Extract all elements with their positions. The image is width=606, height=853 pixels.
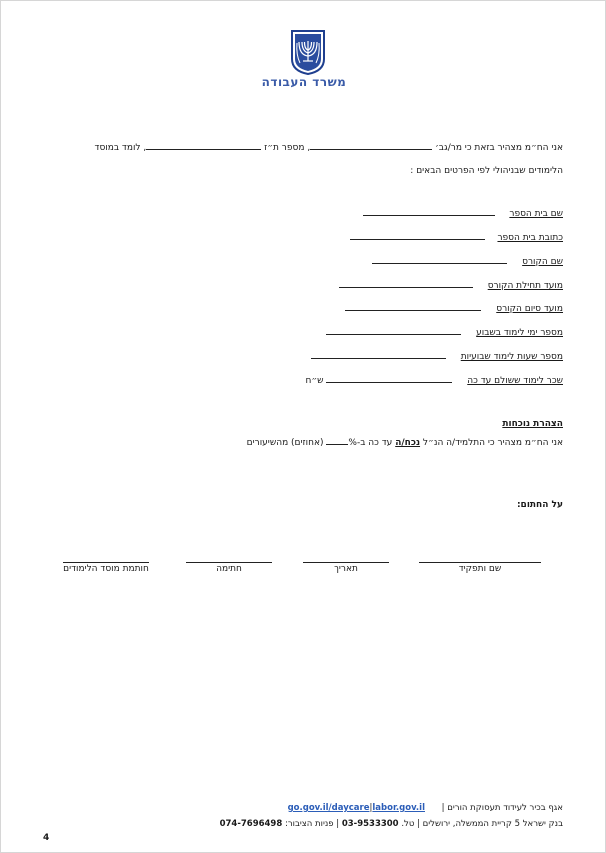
intro-text-1: אני הח״מ מצהיר בזאת כי מר/גב׳ (435, 143, 563, 153)
page-number: 4 (43, 833, 50, 843)
signature-line-signature[interactable] (186, 561, 272, 563)
signature-line-name[interactable] (419, 561, 541, 563)
footer-links: go.gov.il/daycare|labor.gov.il (287, 803, 425, 813)
label-institution-stamp: חותמת מוסד הלימודים (63, 564, 149, 574)
blank-days-per-week[interactable] (326, 326, 461, 335)
blank-percentage[interactable] (326, 436, 348, 445)
field-school-name: שם בית הספר (363, 207, 564, 219)
footer-address: בנק ישראל 5 קריית הממשלה, ירושלים | טל. 03-9533300 | פניות הציבור: 074-7696498 (219, 819, 563, 829)
public-phone-number: 074-7696498 (219, 819, 283, 829)
link-daycare[interactable]: go.gov.il/daycare (287, 803, 370, 813)
field-course-start: מועד תחילת הקורס (339, 279, 563, 291)
intro-line-1 (95, 141, 563, 153)
blank-school-name[interactable] (363, 207, 495, 216)
blank-course-start[interactable] (339, 279, 473, 288)
blank-school-address[interactable] (350, 231, 485, 240)
intro-text-2: , מספר ת״ז (264, 143, 311, 153)
attended-word: נכח/ה (395, 438, 421, 448)
signature-heading: על החתום: (516, 500, 563, 510)
link-labor[interactable]: labor.gov.il (372, 803, 425, 813)
currency-suffix: ש״ח (305, 376, 324, 386)
ministry-name: משרד העבודה (261, 75, 347, 89)
attendance-heading: הצהרת נוכחות (502, 419, 563, 429)
field-course-name: שם הקורס (372, 255, 563, 267)
blank-tuition-paid[interactable] (326, 374, 452, 383)
intro-text-3: , לומד במוסד (94, 143, 147, 153)
phone-number: 03-9533300 (341, 819, 399, 829)
attendance-statement: אני הח״מ מצהיר כי התלמיד/ה הנ״ל נכח/ה עד כה ב-% (אחוזים) מהשיעורים (246, 438, 563, 448)
blank-course-end[interactable] (345, 302, 481, 311)
blank-hours-per-week[interactable] (311, 350, 446, 359)
field-school-address: כתובת בית הספר (350, 231, 563, 243)
label-date: תאריך (334, 564, 358, 574)
blank-id[interactable] (146, 141, 261, 150)
signature-line-stamp[interactable] (63, 561, 149, 563)
intro-line-2: הלימודים שבניהולי לפי הפרטים הבאים : (410, 166, 563, 176)
blank-course-name[interactable] (372, 255, 507, 264)
footer-dept: אגף בכיר לעידוד תעסוקת הורים | (441, 803, 563, 813)
field-tuition-paid: שכר לימוד ששולם עד כה ש״ח (305, 376, 563, 386)
label-name-role: שם ותפקיד (458, 564, 502, 574)
state-emblem-icon (288, 29, 328, 75)
field-hours-per-week: מספר שעות לימוד שבועיות (311, 350, 563, 362)
blank-name[interactable] (310, 141, 432, 150)
field-days-per-week: מספר ימי לימוד בשבוע (326, 326, 563, 338)
field-course-end: מועד סיום הקורס (345, 302, 563, 314)
signature-line-date[interactable] (303, 561, 389, 563)
label-signature: חתימה (216, 564, 242, 574)
